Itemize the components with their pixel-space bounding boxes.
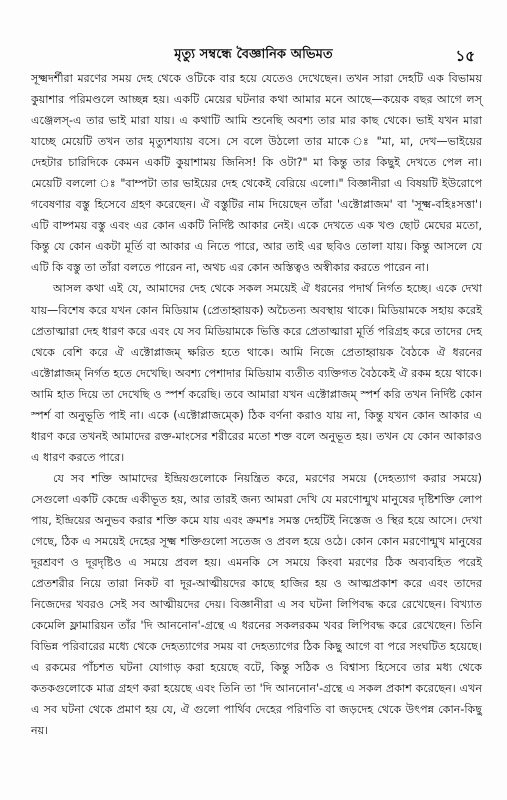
paragraph-1: সূক্ষ্মদর্শীরা মরণের সময় দেহ থেকে ওটিকে বার হয়ে যেতেও দেখেছেন। তখন সারা দেহটি এক বিভাময় কুয়াশার পরিমণ্ডলে আচ্ছন্ন হয়। একটি মেয়ের ঘটনার কথা আমার মনে আছে—কয়েক বছর আগে লস্ এঞ্জেলস্-এ তার ভাই মারা যায়। এ কথাটি আমি শুনেছি অবশ্য তার মার কাছ থেকে। ভাই যখন মারা যাচ্ছে মেয়েটি তখন তার মৃত্যুশয্যায় বসে। সে বলে উঠলো তার মাকে ঃ "মা, মা, দেখ—ভাইয়ের দেহটার চারিদিকে কেমন একটি কুয়াশাময় জিনিস! কি ওটা?" মা কিন্তু তার কিছুই দেখতে পেল না। মেয়েটি বললো ঃ "বাম্পটা তার ভাইয়ের দেহ থেকেই বেরিয়ে এলো।" বিজ্ঞানীরা এ বিষয়টি ইউরোপে গবেষণার বস্তু হিসেবে গ্রহণ করেছেন। ঐ বস্তুটির নাম দিয়েছেন তাঁরা 'এক্টোপ্লাজম' বা 'সূক্ষ্ম-বহিঃসত্তা'। এটি বাষ্পময় বস্তু এবং এর কোন একটি নির্দিষ্ট আকার নেই। একে দেখতে এক খণ্ড ছোট মেঘের মতো, কিন্তু যে কোন একটা মূর্তি বা আকার এ নিতে পারে, আর তাই এর ছবিও তোলা যায়। কিন্তু আসলে যে এটি কি বস্তু তা তাঁরা বলতে পারেন না, অথচ এর কোন অস্তিত্বও অস্বীকার করতে পারেন না। [31,72,482,275]
paragraph-3: যে সব শক্তি আমাদের ইন্দ্রিয়গুলোকে নিয়ন্ত্রিত করে, মরণের সময়ে (দেহত্যাগ করার সময়ে) সেগুলো একটি কেন্দ্রে একীভূত হয়, আর তারই জন্য আমরা দেখি যে মরণোন্মুখ মানুষের দৃষ্টিশক্তি লোপ পায়, ইন্দ্রিয়ের অনুভব করার শক্তি কমে যায় এবং ক্রমশঃ সমস্ত দেহটিই নিস্তেজ ও স্থির হয়ে আসে। দেখা গেছে, ঠিক এ সময়েই দেহের সূক্ষ্ম শক্তিগুলো সতেজ ও প্রবল হয়ে ওঠে। কোন কোন মরণোন্মুখ মানুষের দূরশ্রবণ ও দূরদৃষ্টিও এ সময়ে প্রবল হয়। এমনকি সে সময়ে কিংবা মরণের ঠিক অব্যবহিত পরেই প্রেতশরীর নিয়ে তারা নিকট বা দূর-আত্মীয়দের কাছে হাজির হয় ও আত্মপ্রকাশ করে এবং তাদের নিজেদের খবরও সেই সব আত্মীয়দের দেয়। বিজ্ঞানীরা এ সব ঘটনা লিপিবদ্ধ করে রেখেছেন। বিখ্যাত কেমেলি ফ্লামারিয়ন তাঁর 'দি আননোন'-গ্রন্থে এ ধরনের সকলরকম খবর লিপিবদ্ধ করে রেখেছেন। তিনি বিভিন্ন পরিবারের মধ্যে থেকে দেহত্যাগের সময় বা দেহত্যাগের ঠিক কিছু আগে বা পরে সংঘটিত হয়েছে। এ রকমের পাঁচশত ঘটনা যোগাড় করা হয়েছে বটে, কিন্তু সঠিক ও বিশ্বাস্য হিসেবে তার মধ্য থেকে কতকগুলোকে মাত্র গ্রহণ করা হয়েছে এবং তিনি তা 'দি আননোন'-গ্রন্থে এ সকল প্রকাশ করেছেন। এখন এ সব ঘটনা থেকে প্রমাণ হয় যে, ঐ গুলো পার্থিব দেহের পরিণতি বা জড়দেহ থেকে উৎপন্ন কোন-কিছু নয়। [31,471,482,738]
body-text [31,68,482,742]
page-number: ১৫ [455,47,475,65]
page-header [24,44,483,66]
running-title: মৃত্যু সম্বন্ধে বৈজ্ঞানিক অভিমত [174,46,333,62]
paragraph-2: আসল কথা এই যে, আমাদের দেহ থেকে সকল সময়েই ঐ ধরনের পদার্থ নির্গত হচ্ছে। একে দেখা যায়—বিশেষ করে যখন কোন মিডিয়াম (প্রেতাহ্বায়ক) অচৈতন্য অবস্থায় থাকে। মিডিয়ামকে সহায় করেই প্রেতাত্মারা দেহ ধারণ করে এবং যে সব মিডিয়ামকে ভিত্তি করে প্রেতাত্মারা মূর্তি পরিগ্রহ করে তাদের দেহ থেকে বেশি করে ঐ এক্টোপ্লাজম্ ক্ষরিত হতে থাকে। আমি নিজে প্রেতাহ্বায়ক বৈঠকে ঐ ধরনের এক্টোপ্লাজম্ নির্গত হতে দেখেছি। অবশ্য পেশাদার মিডিয়াম ব্যতীত ব্যক্তিগত বৈঠকেই ঐ রকম হয়ে থাকে। আমি হাত দিয়ে তা দেখেছি ও স্পর্শ করেছি। তবে আমারা যখন এক্টোপ্লাজম্ স্পর্শ করি তখন নির্দিষ্ট কোন স্পর্শ বা অনুভূতি পাই না। একে (এক্টোপ্লাজম্কে) ঠিক বর্ণনা করাও যায় না, কিন্তু যখন কোন আকার এ ধারণ করে তখনই আমাদের রক্ত-মাংসের শরীরের মতো শক্ত বলে অনুভূত হয়। তখন যে কোন আকারও এ ধারণ করতে পারে। [31,282,482,464]
